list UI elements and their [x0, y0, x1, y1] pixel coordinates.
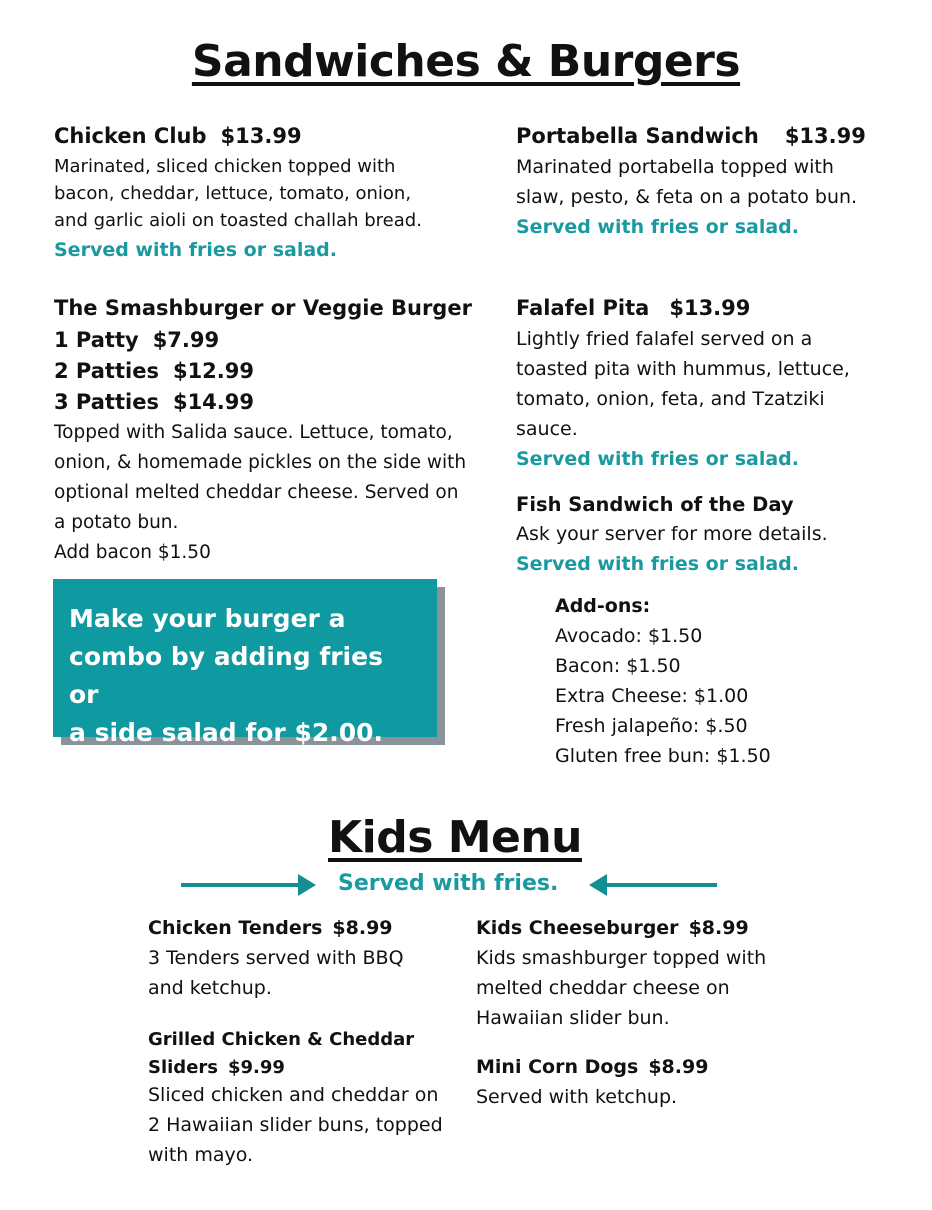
falafel-served: Served with fries or salad.	[516, 448, 799, 470]
tenders-name: Chicken Tenders	[148, 917, 323, 939]
fish-title: Fish Sandwich of the Day	[516, 493, 794, 516]
desc-line: sauce.	[516, 418, 578, 440]
corndogs-description: Served with ketchup.	[476, 1086, 678, 1108]
portabella-title	[516, 121, 866, 151]
sliders-title	[148, 1026, 414, 1082]
desc-line: and garlic aioli on toasted challah bread.	[54, 210, 422, 231]
desc-line: slaw, pesto, & feta on a potato bun.	[516, 186, 858, 208]
combo-callout	[53, 579, 437, 747]
cheeseburger-description	[476, 943, 766, 1033]
chicken-club-description	[54, 153, 422, 234]
desc-line: Hawaiian slider bun.	[476, 1007, 670, 1029]
kids-menu-title: Kids Menu	[328, 812, 582, 863]
combo-line: a side salad for $2.00.	[69, 718, 384, 747]
arrow-left-line	[604, 883, 717, 887]
corndogs-name: Mini Corn Dogs	[476, 1056, 639, 1078]
falafel-description	[516, 324, 850, 444]
chicken-club-title	[54, 121, 302, 151]
desc-line: Lightly fried falafel served on a	[516, 328, 813, 350]
sliders-name-line: Grilled Chicken & Cheddar	[148, 1029, 415, 1050]
addon-item: Extra Cheese: $1.00	[555, 685, 749, 707]
desc-line: onion, & homemade pickles on the side with	[54, 452, 467, 473]
patty-label: 2 Patties	[54, 359, 159, 383]
combo-line: Make your burger a	[69, 604, 346, 633]
arrow-right-icon	[298, 874, 316, 896]
chicken-club-served: Served with fries or salad.	[54, 239, 337, 261]
desc-line: Kids smashburger topped with	[476, 947, 767, 969]
cheeseburger-title	[476, 914, 749, 942]
patty-option	[54, 325, 254, 355]
kids-subtitle: Served with fries.	[338, 871, 559, 896]
portabella-description	[516, 152, 857, 212]
addon-item: Bacon: $1.50	[555, 655, 681, 677]
cheeseburger-name: Kids Cheeseburger	[476, 917, 679, 939]
desc-line: toasted pita with hummus, lettuce,	[516, 358, 850, 380]
patty-price: $14.99	[172, 390, 254, 414]
falafel-title	[516, 293, 750, 323]
desc-line: bacon, cheddar, lettuce, tomato, onion,	[54, 183, 412, 204]
addon-item: Gluten free bun: $1.50	[555, 745, 771, 767]
fish-served: Served with fries or salad.	[516, 553, 799, 575]
portabella-served: Served with fries or salad.	[516, 216, 799, 238]
desc-line: Marinated, sliced chicken topped with	[54, 156, 396, 177]
falafel-price: $13.99	[669, 296, 751, 320]
patty-label: 1 Patty	[54, 328, 139, 352]
sliders-price: $9.99	[228, 1057, 285, 1078]
tenders-title	[148, 914, 393, 942]
addon-item: Avocado: $1.50	[555, 625, 703, 647]
desc-line: tomato, onion, feta, and Tzatziki	[516, 388, 825, 410]
sliders-name-line-2	[148, 1054, 414, 1082]
sliders-name-line: Sliders	[148, 1057, 218, 1078]
smashburger-title: The Smashburger or Veggie Burger	[54, 296, 472, 320]
addons-title: Add-ons:	[555, 595, 651, 617]
add-bacon-note: Add bacon $1.50	[54, 542, 211, 563]
desc-line: and ketchup.	[148, 977, 272, 999]
tenders-description	[148, 943, 404, 1003]
patty-price: $7.99	[152, 328, 220, 352]
corndogs-title	[476, 1053, 708, 1081]
cheeseburger-price: $8.99	[688, 917, 749, 939]
portabella-price: $13.99	[784, 124, 866, 148]
chicken-club-name: Chicken Club	[54, 124, 207, 148]
desc-line: melted cheddar cheese on	[476, 977, 730, 999]
desc-line: Topped with Salida sauce. Lettuce, tomato,	[54, 422, 453, 443]
patty-options	[54, 325, 254, 417]
combo-line: combo by adding fries or	[69, 642, 383, 709]
corndogs-price: $8.99	[648, 1056, 709, 1078]
desc-line: 2 Hawaiian slider buns, topped	[148, 1114, 443, 1136]
addon-item: Fresh jalapeño: $.50	[555, 715, 748, 737]
desc-line: Sliced chicken and cheddar on	[148, 1084, 439, 1106]
desc-line: a potato bun.	[54, 512, 179, 533]
patty-option	[54, 356, 254, 386]
desc-line: with mayo.	[148, 1144, 254, 1166]
patty-price: $12.99	[172, 359, 254, 383]
smashburger-description	[54, 418, 466, 568]
portabella-name: Portabella Sandwich	[516, 124, 759, 148]
patty-label: 3 Patties	[54, 390, 159, 414]
falafel-name: Falafel Pita	[516, 296, 650, 320]
fish-description: Ask your server for more details.	[516, 523, 828, 545]
desc-line: Marinated portabella topped with	[516, 156, 834, 178]
desc-line: 3 Tenders served with BBQ	[148, 947, 404, 969]
chicken-club-price: $13.99	[220, 124, 302, 148]
arrow-right-line	[181, 883, 301, 887]
addons-list	[555, 591, 771, 771]
sliders-description	[148, 1080, 443, 1170]
patty-option	[54, 387, 254, 417]
tenders-price: $8.99	[332, 917, 393, 939]
section-title: Sandwiches & Burgers	[191, 36, 741, 87]
desc-line: optional melted cheddar cheese. Served on	[54, 482, 459, 503]
